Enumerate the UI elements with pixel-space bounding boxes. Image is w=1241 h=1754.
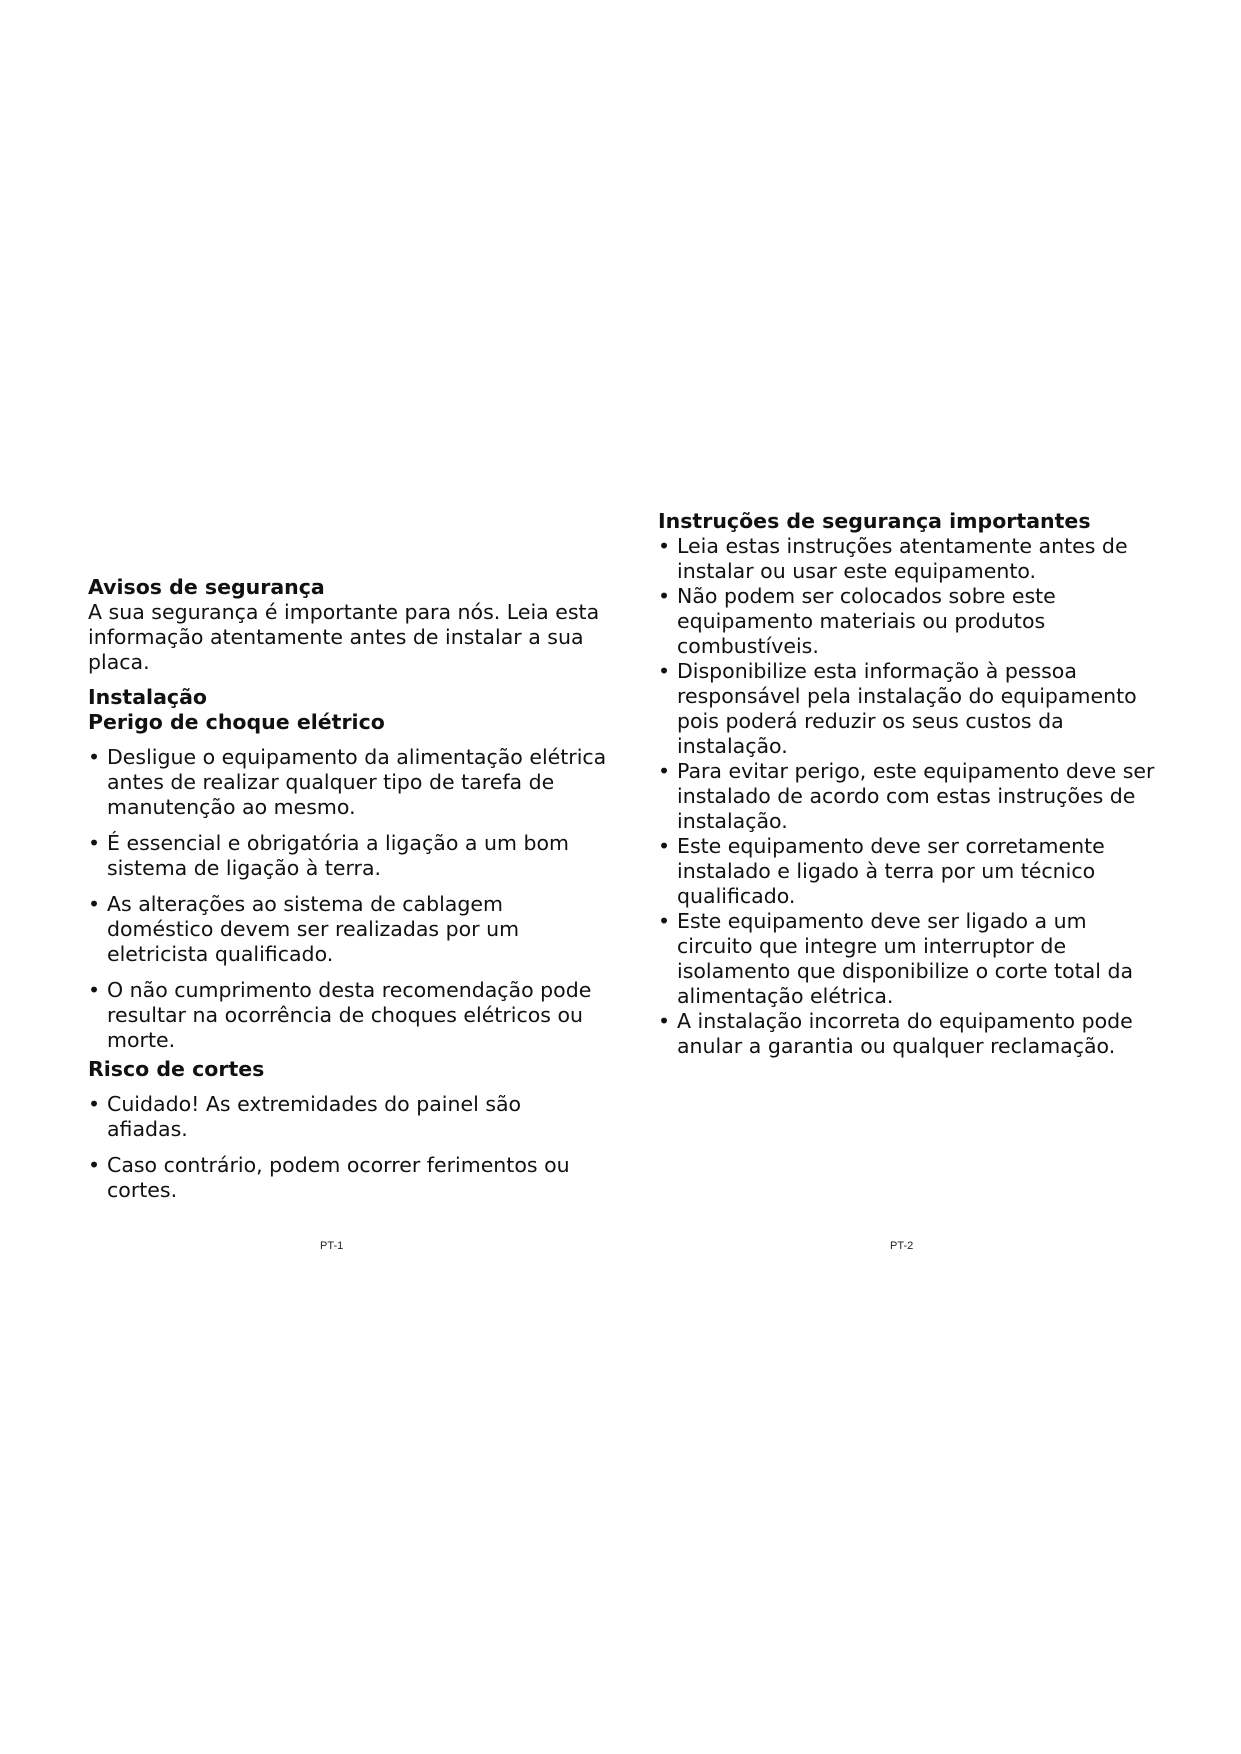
list-item-text: Leia estas instruções atentamente antes de instalar ou usar este equipamento. [677, 534, 1128, 583]
bullet-icon: • [88, 1092, 101, 1116]
list-item-text: Não podem ser colocados sobre este equipamento materiais ou produtos combustíveis. [677, 584, 1056, 658]
list-item [658, 1009, 1168, 1059]
list-item-text: Caso contrário, podem ocorrer ferimentos ou cortes. [107, 1153, 570, 1202]
bullet-icon: • [658, 534, 671, 558]
list-item [658, 834, 1168, 909]
list-item [88, 831, 608, 881]
list-item-text: A instalação incorreta do equipamento pode anular a garantia ou qualquer reclamação. [677, 1009, 1133, 1058]
list-item [88, 1153, 608, 1203]
page-number-right: PT-2 [890, 1240, 914, 1252]
list-item-text: O não cumprimento desta recomendação pode resultar na ocorrência de choques elétricos ou morte. [107, 978, 592, 1052]
bullet-icon: • [658, 659, 671, 683]
bullet-icon: • [88, 745, 101, 769]
list-item [658, 584, 1168, 659]
shock-list [88, 745, 608, 1053]
list-item [88, 892, 608, 967]
shock-heading: Perigo de choque elétrico [88, 710, 385, 734]
bullet-icon: • [88, 831, 101, 855]
list-item [88, 745, 608, 820]
list-item [88, 1092, 608, 1142]
list-item [658, 759, 1168, 834]
list-item [658, 659, 1168, 759]
bullet-icon: • [658, 1009, 671, 1033]
list-item [658, 534, 1168, 584]
bullet-icon: • [658, 759, 671, 783]
bullet-icon: • [658, 834, 671, 858]
bullet-icon: • [88, 892, 101, 916]
list-item-text: Este equipamento deve ser corretamente instalado e ligado à terra por um técnico qualificado. [677, 834, 1105, 908]
list-item-text: Cuidado! As extremidades do painel são afiadas. [107, 1092, 522, 1141]
safety-intro: A sua segurança é importante para nós. Leia esta informação atentamente antes de instalar a sua placa. [88, 600, 600, 674]
list-item-text: As alterações ao sistema de cablagem doméstico devem ser realizadas por um eletricista qualificado. [107, 892, 520, 966]
installation-heading: Instalação [88, 685, 207, 709]
safety-heading: Avisos de segurança [88, 575, 325, 599]
instructions-list [658, 534, 1168, 1059]
list-item-text: Para evitar perigo, este equipamento deve ser instalado de acordo com estas instruções de instalação. [677, 759, 1155, 833]
left-page-column [88, 575, 608, 1203]
cuts-heading: Risco de cortes [88, 1057, 265, 1081]
list-item-text: Desligue o equipamento da alimentação elétrica antes de realizar qualquer tipo de tarefa de manutenção ao mesmo. [107, 745, 607, 819]
list-item [88, 978, 608, 1053]
right-page-column [658, 509, 1168, 1059]
page-number-left: PT-1 [320, 1240, 344, 1252]
bullet-icon: • [88, 1153, 101, 1177]
bullet-icon: • [658, 584, 671, 608]
instructions-heading: Instruções de segurança importantes [658, 509, 1091, 533]
list-item-text: É essencial e obrigatória a ligação a um bom sistema de ligação à terra. [107, 831, 569, 880]
list-item [658, 909, 1168, 1009]
bullet-icon: • [658, 909, 671, 933]
bullet-icon: • [88, 978, 101, 1002]
list-item-text: Este equipamento deve ser ligado a um circuito que integre um interruptor de isolamento que disponibilize o corte total da alimentação elétrica. [677, 909, 1134, 1008]
cuts-list [88, 1092, 608, 1203]
list-item-text: Disponibilize esta informação à pessoa responsável pela instalação do equipamento pois poderá reduzir os seus custos da instalação. [677, 659, 1137, 758]
